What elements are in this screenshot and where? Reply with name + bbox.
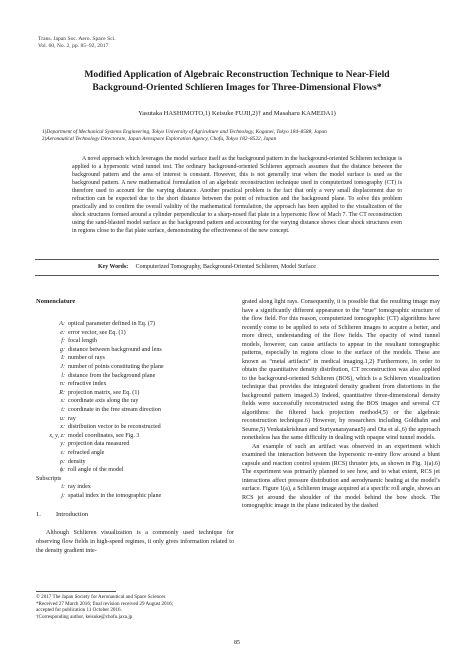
nomenclature-item	[36, 406, 234, 415]
nomenclature-definition: distance from the background plane	[68, 372, 156, 379]
affiliation-mark: 2)	[42, 136, 47, 142]
nomenclature-definition: coordinate in the free stream direction	[68, 406, 161, 413]
nomenclature-symbol: e:	[60, 329, 65, 336]
nomenclature-definition: density	[68, 458, 86, 465]
nomenclature-symbol: ρ:	[60, 458, 65, 465]
keywords	[72, 263, 402, 271]
affiliation-2	[42, 136, 442, 143]
nomenclature-definition: projection matrix, see Eq. (1)	[68, 389, 140, 396]
nomenclature-definition: refracted angle	[68, 449, 105, 456]
nomenclature-definition: spatial index in the tomographic plane	[68, 492, 162, 499]
body-paragraph-2: An example of such an artifact was observed in an experiment which examined the interaction between the hypersonic re-entry flow around a blunt capsule and reaction control system (RCS) thruster jets, as shown in Fig. 1(a).6) The experiment was primarily planned to see how, and to what extent, RCS jet interactions affect pressure distribution and aerodynamic heating at the model’s surface. Figure 1(a), a Schlieren image acquired at a specific roll angle, shows an RCS jet around the shoulder of the model behind the bow shock. The tomographic image in the plane indicated by the dashed	[242, 443, 440, 509]
title-line-1: Modified Application of Algebraic Reconstruction Technique to Near-Field	[84, 69, 390, 80]
nomenclature-item	[36, 389, 234, 398]
nomenclature-definition: number of rays	[68, 355, 105, 362]
nomenclature-definition: model coordinates, see Fig. 3	[68, 432, 140, 439]
journal-volume: Vol. 60, No. 2, pp. 85–92, 2017	[38, 43, 109, 50]
nomenclature-definition: ray index	[68, 484, 91, 491]
footnotes	[36, 594, 236, 620]
footnote-corresponding: †Corresponding author, keisuke@chofu.jaxa.jp	[36, 613, 133, 620]
nomenclature-item	[36, 423, 234, 432]
nomenclature-definition: focal length	[68, 338, 97, 345]
nomenclature-definition: number of points constituting the plane	[68, 363, 164, 370]
nomenclature-symbol: y:	[60, 441, 65, 448]
nomenclature-symbol: R:	[59, 389, 65, 396]
nomenclature-definition: ray	[68, 415, 76, 422]
nomenclature-definition: error vector, see Eq. (1)	[68, 329, 126, 336]
affiliation-text: Aeronautical Technology Directorate, Japan Aerospace Exploration Agency, Chofu, Tokyo 182–8522, Japan	[46, 136, 277, 142]
nomenclature-definition: distribution vector to be reconstructed	[68, 424, 161, 431]
nomenclature-symbol: s:	[60, 398, 65, 405]
nomenclature-symbol: t:	[61, 406, 65, 413]
nomenclature-heading: Nomenclature	[36, 298, 76, 305]
footnote-accepted: accepted for publication 11 October 2016.	[36, 607, 122, 614]
nomenclature-symbol: i:	[61, 484, 65, 491]
nomenclature-symbol: x, y, z:	[49, 432, 65, 439]
nomenclature-item	[36, 380, 234, 389]
nomenclature-definition: roll angle of the model	[68, 467, 124, 474]
nomenclature-symbol: u:	[59, 415, 65, 422]
footnote-copyright: © 2017 The Japan Society for Aeronautical and Space Sciences	[36, 594, 166, 600]
nomenclature-item	[36, 466, 234, 475]
keywords-bottom-rule	[35, 275, 439, 276]
keywords-label: Key Words:	[98, 264, 129, 270]
nomenclature-item	[36, 346, 234, 355]
nomenclature-definition: distance between background and lens	[68, 346, 162, 353]
affiliation-text: Department of Mechanical Systems Engineering, Tokyo University of Agriculture and Technology, Koganei, Tokyo 184–8588, Japan	[46, 129, 327, 135]
nomenclature-definition: projection data measured	[68, 441, 130, 448]
nomenclature-item	[36, 320, 234, 329]
paper-title	[28, 68, 446, 94]
nomenclature-symbol: x:	[60, 424, 65, 431]
nomenclature-item	[36, 458, 234, 467]
author-list: Yasutaka HASHIMOTO,1) Keisuke FUJII,2)† and Masaharu KAMEDA1)	[138, 110, 336, 117]
journal-name: Trans. Japan Soc. Aero. Space Sci.	[38, 36, 116, 42]
section-number: 1.	[36, 511, 41, 519]
nomenclature-symbol: j:	[61, 492, 65, 499]
nomenclature-symbol: J:	[60, 363, 65, 370]
nomenclature-symbol: f:	[61, 338, 65, 345]
nomenclature-item	[36, 354, 234, 363]
nomenclature-symbol: ε:	[60, 449, 65, 456]
nomenclature-item	[36, 492, 234, 501]
nomenclature-item	[36, 415, 234, 424]
nomenclature-item	[36, 337, 234, 346]
right-column	[242, 298, 440, 511]
title-line-2: Background-Oriented Schlieren Images for Three-Dimensional Flows*	[92, 82, 382, 93]
journal-citation	[38, 36, 116, 51]
nomenclature-list	[36, 320, 234, 475]
footnote-rule	[36, 591, 116, 592]
footnote-received: *Received 27 March 2016; final revision received 29 August 2016;	[36, 600, 174, 607]
intro-paragraph: Although Schlieren visualization is a commonly used technique for observing flow fields in high-speed regimes, it only gives information related to the density gradient inte-	[36, 530, 234, 554]
nomenclature-symbol: g:	[59, 346, 65, 353]
nomenclature-definition: coordinate axis along the ray	[68, 398, 139, 405]
nomenclature-symbol: I:	[60, 355, 65, 362]
affiliation-1	[42, 129, 442, 136]
nomenclature-item	[36, 397, 234, 406]
abstract: A novel approach which leverages the model surface itself as the background pattern in the background-oriented Schlieren technique is applied to a hypersonic wind tunnel test. The ordinary background-oriented Schlieren approach assumes that the distance between the background pattern and the area of interest is constant. However, this is not generally true when the model surface is used as the background pattern. A new mathematical formulation of an algebraic reconstruction technique used in computerized tomography (CT) is therefore used to account for the varying distance. Another practical problem is the fact that only a very small displacement due to refraction can be expected due to the short distance between the point of refraction and the background plane. To solve this problem practically and to confirm the overall validity of the mathematical formulation, the approach has been applied to the visualization of the shock structures formed around a cylinder perpendicular to a sharp-nosed flat plate in a hypersonic flow of Mach 7. The CT reconstruction using the sand-blasted model surface as the background pattern and accounting for the varying distance shows clear shock structures even in regions close to the flat plate surface, demonstrating the effectiveness of the new concept.	[72, 156, 402, 235]
nomenclature-item	[36, 483, 234, 492]
left-column	[36, 298, 234, 555]
nomenclature-item	[36, 440, 234, 449]
nomenclature-item	[36, 449, 234, 458]
nomenclature-symbol: l:	[61, 372, 65, 379]
section-title: Introduction	[56, 511, 89, 519]
nomenclature-symbol: n:	[59, 381, 65, 388]
affiliation-mark: 1)	[42, 129, 47, 135]
nomenclature-symbol: A:	[59, 321, 65, 327]
subscripts-heading: Subscripts	[36, 475, 62, 482]
keywords-top-rule	[35, 259, 439, 260]
nomenclature-definition: optical parameter defined in Eq. (7)	[68, 321, 155, 327]
nomenclature-item	[36, 372, 234, 381]
section-heading	[36, 511, 234, 519]
affiliations	[42, 129, 442, 143]
nomenclature-definition: refractive index	[68, 381, 107, 388]
nomenclature-item	[36, 432, 234, 441]
body-paragraph-1: grated along light rays. Consequently, it is possible that the resulting image may have a significantly different appearance to the “true” tomographic structure of the flow field. For this reason, computerized tomographic (CT) algorithms have recently come to be applied to sets of Schlieren images to acquire a better, and more direct, understanding of the flow fields. The opacity of wind tunnel models, however, can cause artifacts to appear in the resultant tomographic patterns, especially in regions close to the surface of the models. These are known as “metal artifacts” in medical imaging.1,2) Furthermore, in order to obtain the quantitative density distribution, CT reconstruction was also applied to the background-oriented Schlieren (BOS), which is a Schlieren visualization technique that provides the integrated density gradient from distortions in the background pattern imaged.3) Indeed, quantitative three-dimensional density fields were successfully reconstructed using the BOS images and several CT algorithms: the filtered back projection method4,5) or the algebraic reconstruction technique.6) However, by researchers including Goldhahn and Seume,5) Venkatakrishnan and Suriyanarayanan5) and Ota et al.,6) the approach nonetheless has the same difficulty in dealing with opaque wind tunnel models.	[242, 299, 440, 441]
subscripts-list	[36, 483, 234, 500]
nomenclature-item	[36, 363, 234, 372]
keywords-text: Computerized Tomography, Background-Oriented Schlieren, Model Surface	[135, 264, 316, 270]
nomenclature-symbol: ϕ:	[59, 467, 65, 474]
page-number: 85	[234, 640, 240, 646]
nomenclature-item	[36, 329, 234, 338]
